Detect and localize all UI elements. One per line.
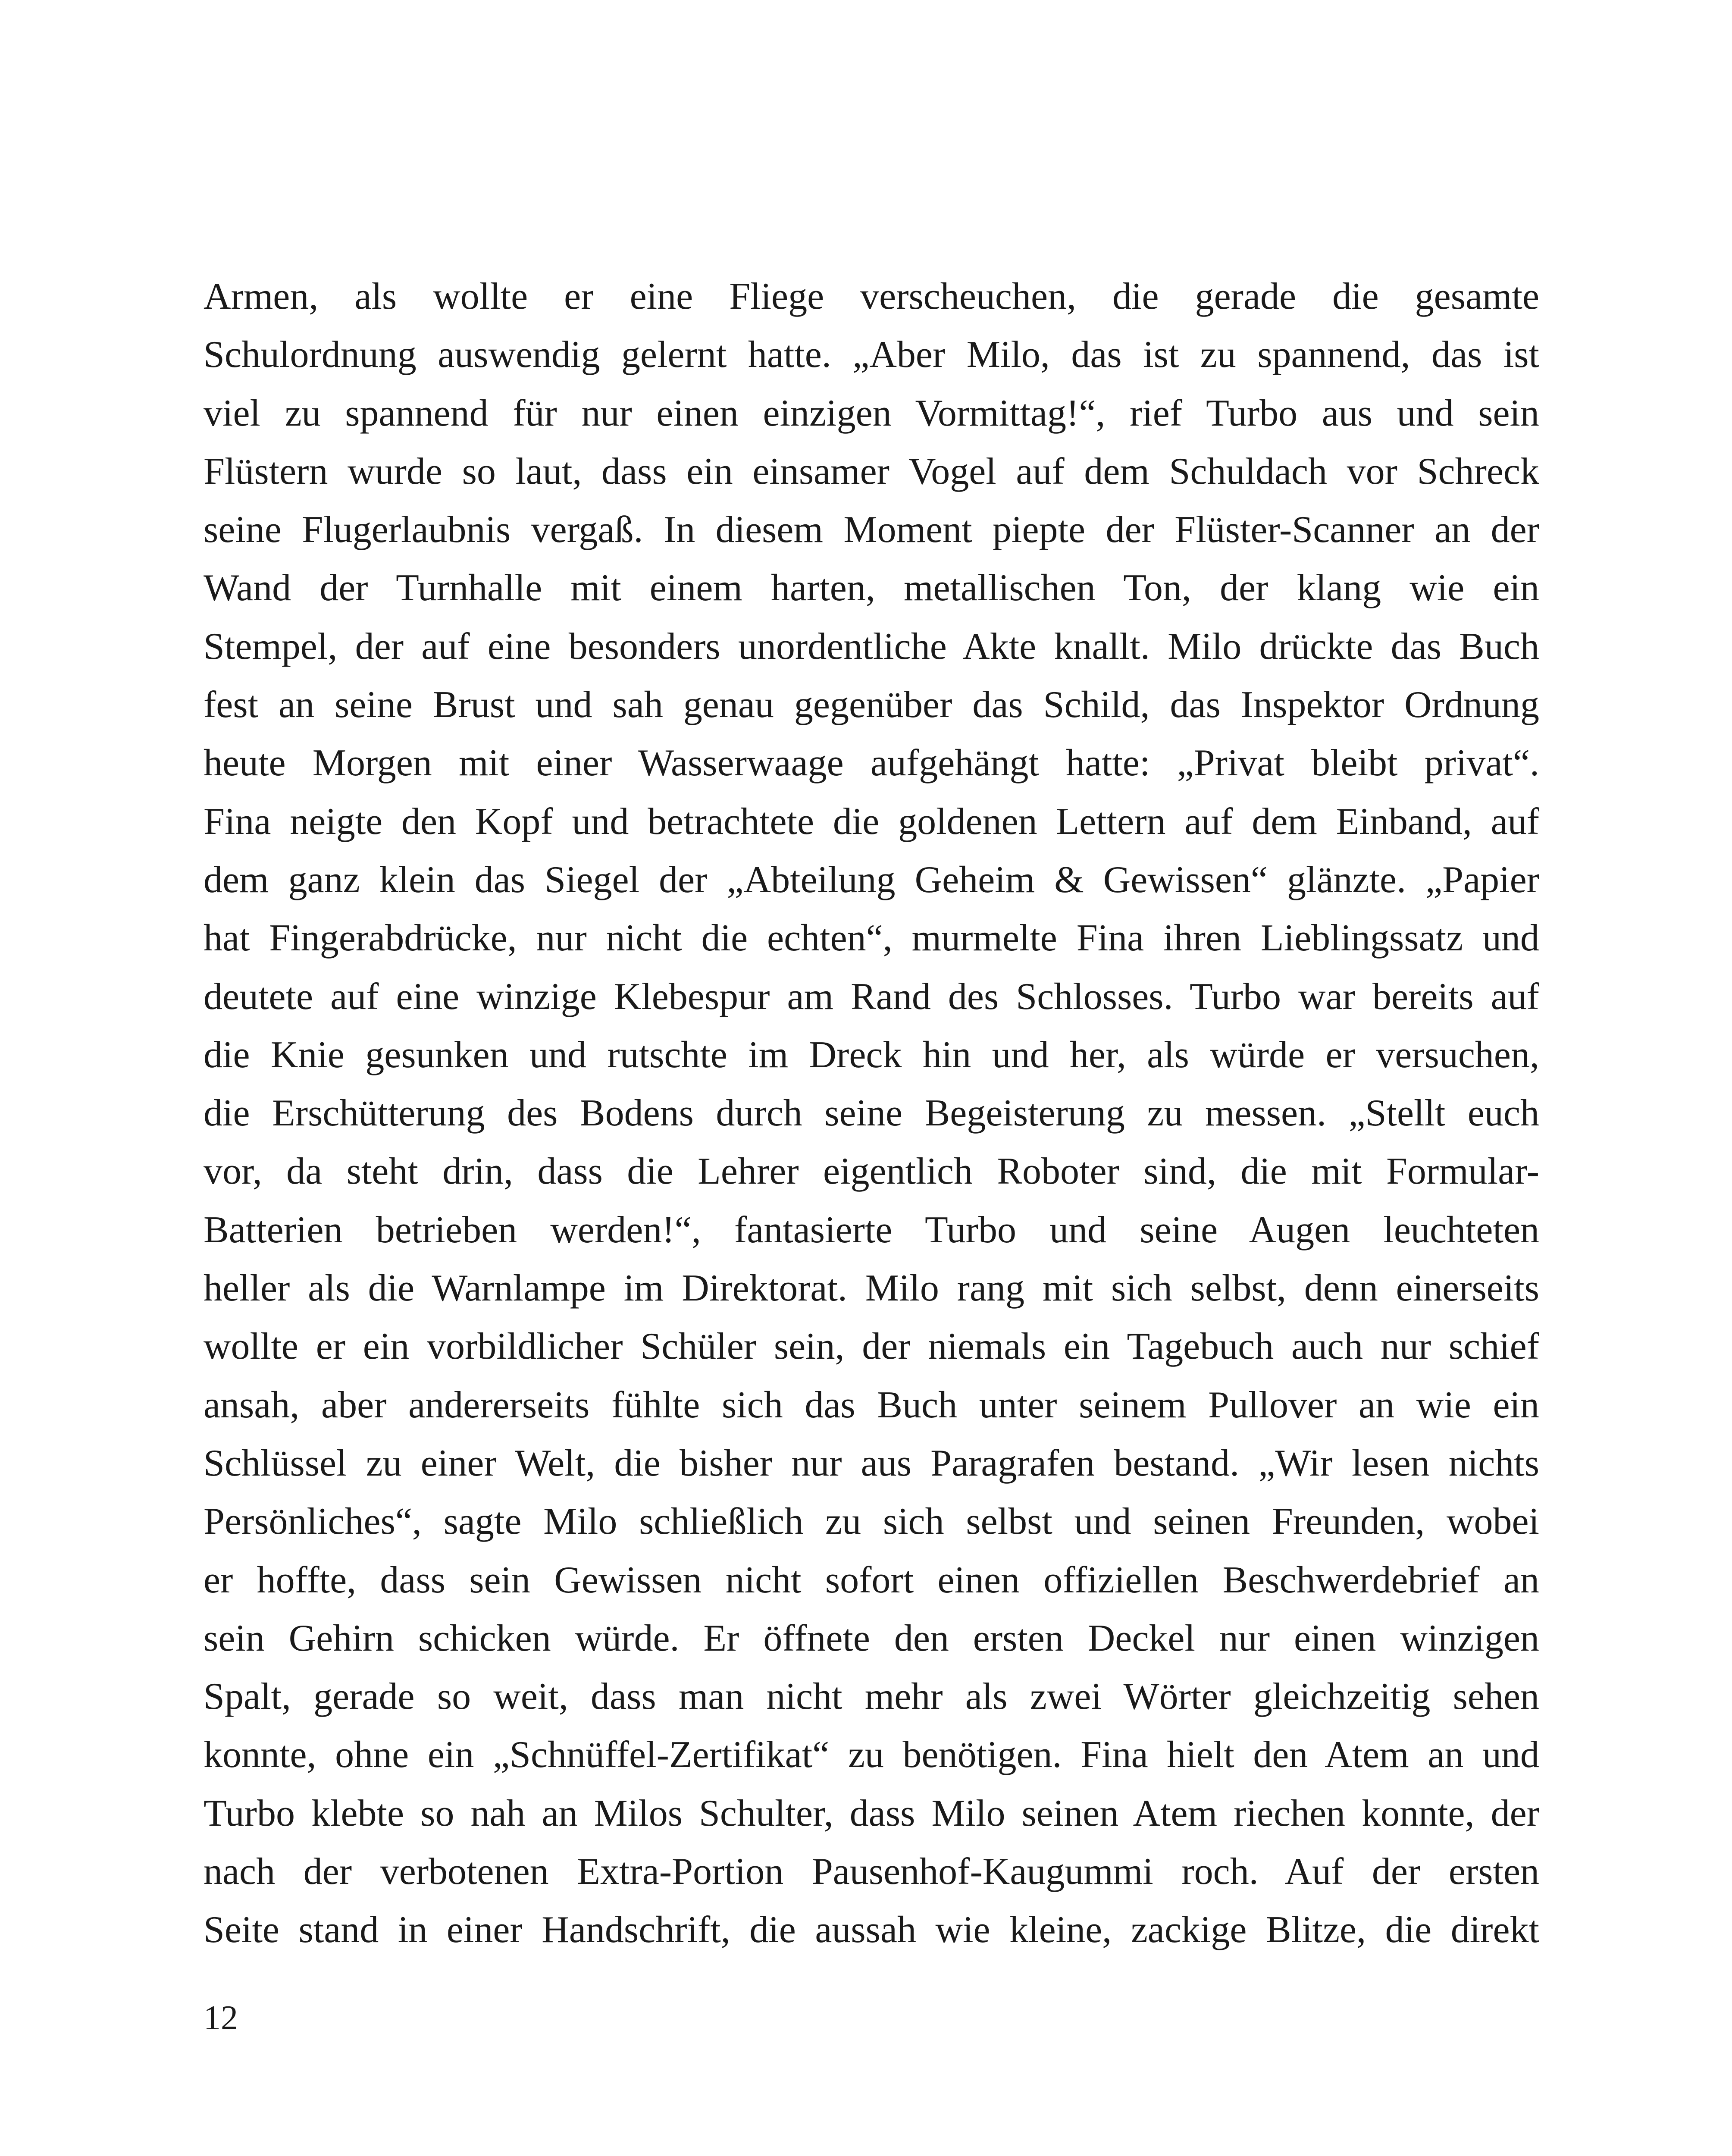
text-line: ansah, aber andererseits fühlte sich das Buch unter seinem Pullover an wie ein	[204, 1384, 1539, 1426]
text-line: Batterien betrieben werden!“, fantasierte Turbo und seine Augen leuchteten	[204, 1209, 1539, 1251]
text-line: nach der verbotenen Extra-Portion Pausenhof-Kaugummi roch. Auf der ersten	[204, 1851, 1539, 1893]
text-line: seine Flugerlaubnis vergaß. In diesem Moment piepte der Flüster-Scanner an der	[204, 509, 1539, 551]
text-line: Wand der Turnhalle mit einem harten, metallischen Ton, der klang wie ein	[204, 567, 1539, 609]
text-line: die Knie gesunken und rutschte im Dreck hin und her, als würde er versuchen,	[204, 1034, 1539, 1076]
text-line: vor, da steht drin, dass die Lehrer eigentlich Roboter sind, die mit Formular-	[204, 1150, 1539, 1193]
text-line: sein Gehirn schicken würde. Er öffnete den ersten Deckel nur einen winzigen	[204, 1617, 1539, 1659]
text-line: er hoffte, dass sein Gewissen nicht sofort einen offiziellen Beschwerdebrief an	[204, 1559, 1539, 1601]
text-line: Stempel, der auf eine besonders unordentliche Akte knallt. Milo drückte das Buch	[204, 625, 1539, 667]
text-line: Persönliches“, sagte Milo schließlich zu sich selbst und seinen Freunden, wobei	[204, 1501, 1539, 1543]
text-line: deutete auf eine winzige Klebespur am Rand des Schlosses. Turbo war bereits auf	[204, 975, 1539, 1018]
text-line: Turbo klebte so nah an Milos Schulter, dass Milo seinen Atem riechen konnte, der	[204, 1792, 1539, 1834]
text-line: Seite stand in einer Handschrift, die aussah wie kleine, zackige Blitze, die direkt	[204, 1909, 1539, 1951]
text-line: fest an seine Brust und sah genau gegenüber das Schild, das Inspektor Ordnung	[204, 684, 1539, 726]
text-line: Schlüssel zu einer Welt, die bisher nur aus Paragrafen bestand. „Wir lesen nichts	[204, 1442, 1539, 1484]
text-line: viel zu spannend für nur einen einzigen Vormittag!“, rief Turbo aus und sein	[204, 392, 1539, 434]
text-line: hat Fingerabdrücke, nur nicht die echten“, murmelte Fina ihren Lieblingssatz und	[204, 917, 1539, 959]
page-number: 12	[204, 1999, 238, 2037]
text-line: Armen, als wollte er eine Fliege verscheuchen, die gerade die gesamte	[204, 276, 1539, 317]
text-line: Schulordnung auswendig gelernt hatte. „Aber Milo, das ist zu spannend, das ist	[204, 334, 1539, 376]
text-line: konnte, ohne ein „Schnüffel-Zertifikat“ zu benötigen. Fina hielt den Atem an und	[204, 1734, 1539, 1776]
text-line: dem ganz klein das Siegel der „Abteilung Geheim & Gewissen“ glänzte. „Papier	[204, 859, 1539, 901]
text-line: heller als die Warnlampe im Direktorat. Milo rang mit sich selbst, denn einerseits	[204, 1267, 1539, 1310]
text-line: Spalt, gerade so weit, dass man nicht mehr als zwei Wörter gleichzeitig sehen	[204, 1676, 1539, 1718]
text-line: Flüstern wurde so laut, dass ein einsamer Vogel auf dem Schuldach vor Schreck	[204, 450, 1539, 492]
text-line: wollte er ein vorbildlicher Schüler sein, der niemals ein Tagebuch auch nur schief	[204, 1326, 1539, 1368]
text-line: Fina neigte den Kopf und betrachtete die goldenen Lettern auf dem Einband, auf	[204, 800, 1539, 843]
text-line: die Erschütterung des Bodens durch seine Begeisterung zu messen. „Stellt euch	[204, 1092, 1539, 1134]
text-line: heute Morgen mit einer Wasserwaage aufgehängt hatte: „Privat bleibt privat“.	[204, 742, 1539, 784]
body-text	[204, 267, 1539, 1959]
